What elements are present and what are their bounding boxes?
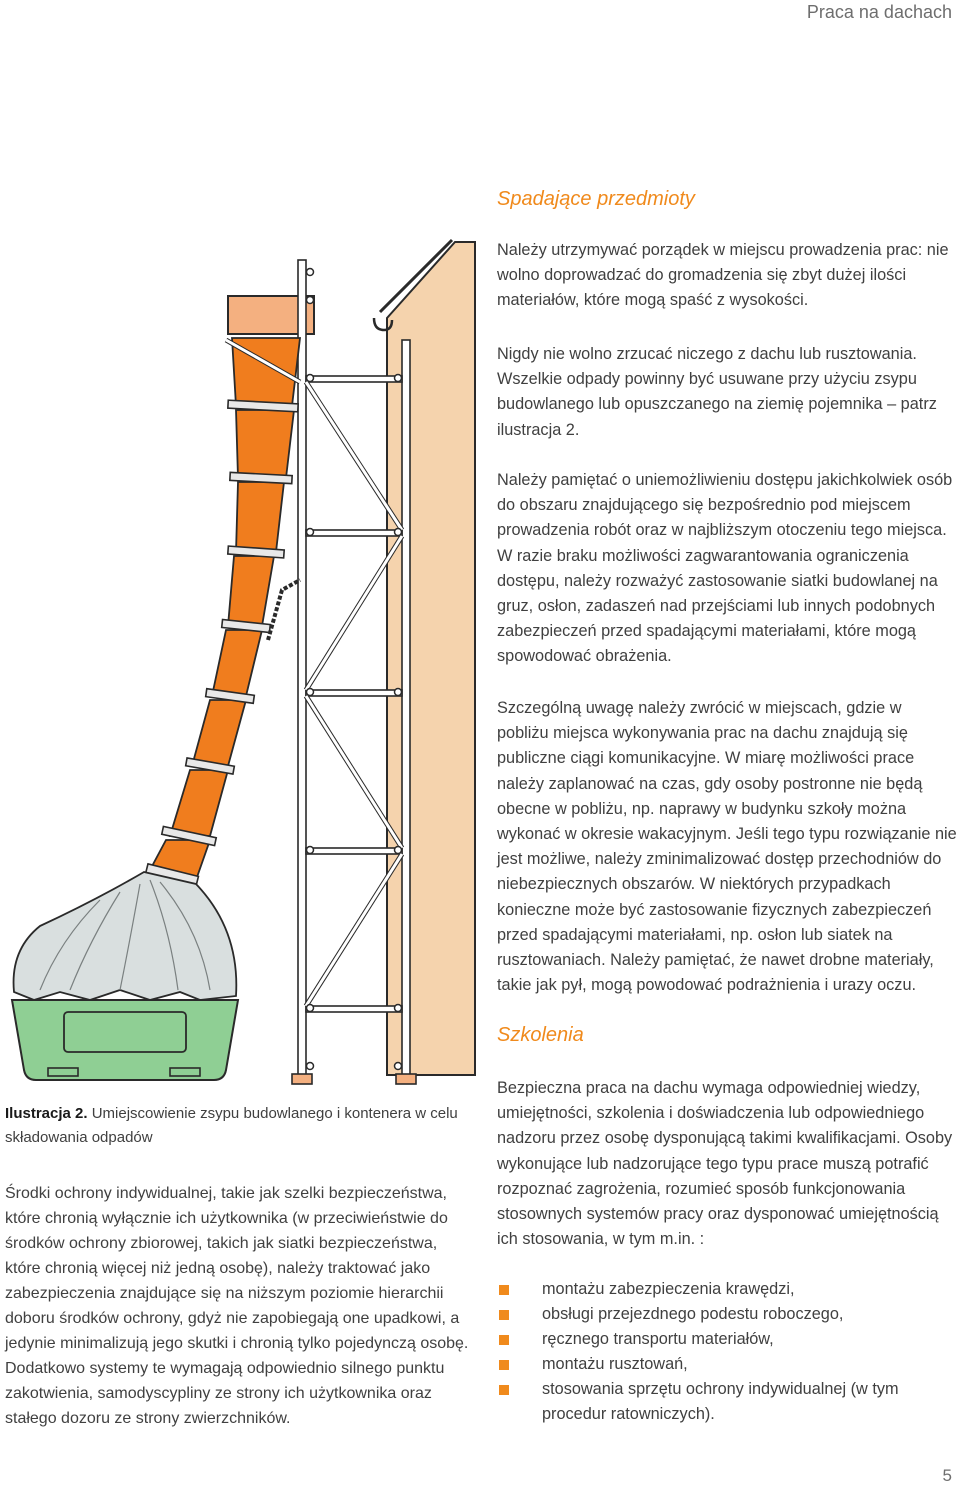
running-header: Praca na dachach — [806, 2, 952, 22]
chain — [268, 580, 300, 640]
bullet-square-icon — [499, 1310, 509, 1320]
bullet-square-icon — [499, 1385, 509, 1395]
section-title-falling-objects: Spadające przedmioty — [497, 188, 695, 210]
chute-sock — [14, 872, 237, 1000]
list-item: montażu rusztowań, — [497, 1352, 937, 1377]
paragraph: Szczególną uwagę należy zwrócić w miejscach, gdzie w pobliżu miejsca wykonywania prac na dachu znajdują się publiczne ciągi komunikacyjne. W miarę możliwości prace należy zaplanować na czas, gdy osoby postronne nie będą obecne w pobliżu, np. naprawy w budynku szkoły można wykonać w okresie wakacyjnym. Jeśli tego typu rozwiązanie nie jest możliwe, należy zminimalizować dostęp przechodniów do niebezpiecznych obszarów. W niektórych przypadkach konieczne może być zastosowanie fizycznych zabezpieczeń przed spadającymi materiałami, np. osłon lub siatek na rusztowaniach. Należy pamiętać, że nawet drobne materiały, takie jak pył, mogą powodować podrażnienia i urazy oczu. — [497, 699, 957, 995]
list-item: montażu zabezpieczenia krawędzi, — [497, 1277, 937, 1302]
figure-caption — [5, 1102, 475, 1150]
paragraph: Należy pamiętać o uniemożliwieniu dostępu jakichkolwiek osób do obszaru znajdującego się bezpośrednio pod miejscem prowadzenia robót oraz w najbliższym otoczeniu tego miejsca. W razie braku możliwości zagwarantowania ograniczenia dostępu, należy rozważyć zastosowanie siatki budowlanej na gruz, osłon, zadaszeń nad przejściami lub innych podobnych zabezpieczeń przed spadającymi materiałami, które mogą spowodować obrażenia. — [497, 471, 953, 666]
section-title-training: Szkolenia — [497, 1024, 584, 1046]
building-wall — [387, 242, 475, 1075]
list-item: obsługi przejezdnego podestu roboczego, — [497, 1302, 937, 1327]
left-body-text: Środki ochrony indywidualnej, takie jak szelki bezpieczeństwa, które chronią wyłącznie ich użytkownika (w przeciwieństwie do środków ochrony zbiorowej, takich jak siatki bezpieczeństwa, które chronią więcej niż jedną osobę), należy traktować jako zabezpieczenia znajdujące się na niższym poziomie hierarchii doboru środków ochrony, gdyż nie zapobiegają one upadkowi, a jedynie minimalizują jego skutki i chronią tylko pojedynczą osobę. Dodatkowo systemy te wymagają odpowiednio silnego punktu zakotwienia, samodyscypliny ze strony ich użytkownika oraz stałego dozoru ze strony zwierzchników. — [5, 1185, 469, 1427]
paragraph: Należy utrzymywać porządek w miejscu prowadzenia prac: nie wolno doprowadzać do gromadzenia się zbyt dużej ilości materiałów, które mogą spaść z wysokości. — [497, 241, 949, 310]
bullet-square-icon — [499, 1285, 509, 1295]
list-item: ręcznego transportu materiałów, — [497, 1327, 937, 1352]
figure-label: Ilustracja 2. — [5, 1105, 88, 1122]
training-list — [497, 1277, 937, 1427]
figure-caption-text: Umiejscowienie zsypu budowlanego i kontenera w celu składowania odpadów — [5, 1105, 458, 1146]
list-item: stosowania sprzętu ochrony indywidualnej (w tym procedur ratowniczych). — [497, 1377, 937, 1427]
page-number: 5 — [942, 1466, 952, 1485]
chute-scaffold-illustration — [0, 236, 480, 1096]
paragraph: Nigdy nie wolno zrzucać niczego z dachu lub rusztowania. Wszelkie odpady powinny być usuwane przy użyciu zsypu budowlanego lub opuszczanego na ziemię pojemnika – patrz ilustracja 2. — [497, 345, 937, 439]
bullet-square-icon — [499, 1360, 509, 1370]
bullet-square-icon — [499, 1335, 509, 1345]
training-intro: Bezpieczna praca na dachu wymaga odpowiedniej wiedzy, umiejętności, szkolenia i doświadczenia lub odpowiedniego nadzoru przez osobę dysponującą takimi kwalifikacjami. Osoby wykonujące lub nadzorujące tego typu prace muszą potrafić rozpoznać zagrożenia, rozumieć sposób funkcjonowania stosownych systemów pracy oraz dysponować umiejętnością ich stosowania, w tym m.in. : — [497, 1079, 953, 1249]
